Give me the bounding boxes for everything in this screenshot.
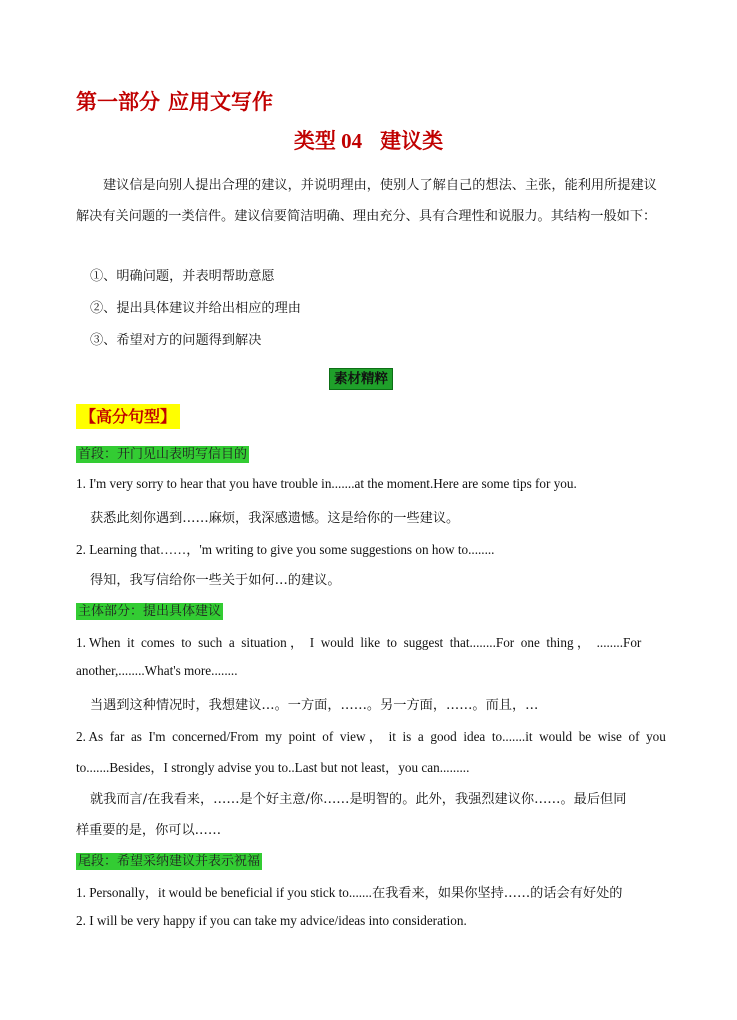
body-sentence-2-en-line1: 2. As far as I'm concerned/From my point of view ， it is a good idea to.......it would be wise of you: [76, 729, 666, 744]
body-sentence-1-en-line1: 1. When it comes to such a situation ， I would like to suggest that........For one thing ， ........For: [76, 635, 642, 650]
ending-sentence-2-en: 2. I will be very happy if you can take my advice/ideas into consideration.: [76, 913, 467, 928]
type-label: 类型 04: [293, 129, 363, 153]
intro-item-1: ①、明确问题，并表明帮助意愿: [90, 269, 275, 284]
ending-sentence-1-en: 1. Personally，it would be beneficial if you stick to.......: [76, 885, 372, 900]
ending-sentence-1: [76, 882, 623, 901]
first-sentence-2-en: 2. Learning that……，'m writing to give you some suggestions on how to........: [76, 542, 495, 557]
section-label-ending: 尾段：希望采纳建议并表示祝福: [78, 854, 261, 869]
first-sentence-1-zh: 获悉此刻你遇到……麻烦，我深感遗憾。这是给你的一些建议。: [90, 511, 460, 526]
section-label-body: 主体部分：提出具体建议: [78, 604, 222, 619]
intro-item-3: ③、希望对方的问题得到解决: [90, 333, 262, 348]
ending-sentence-1-zh: 在我看来，如果你坚持……的话会有好处的: [371, 886, 623, 901]
part-title-sub: 应用文写作: [168, 89, 273, 114]
body-sentence-2-zh-line1: 就我而言/在我看来，……是个好主意/你……是明智的。此外，我强烈建议你……。最后但同: [90, 792, 627, 807]
part-title-main: 第一部分: [76, 89, 160, 114]
intro-paragraph: 建议信是向别人提出合理的建议，并说明理由，使别人了解自己的想法、主张，能利用所提建议解决有关问题的一类信件。建议信要简洁明确、理由充分、具有合理性和说服力。其结构一般如下：: [76, 178, 657, 224]
high-score-badge: 【高分句型】: [76, 404, 180, 427]
body-sentence-2-en-line2: to.......Besides，I strongly advise you to..Last but not least，you can.........: [76, 760, 470, 775]
first-sentence-2-zh: 得知，我写信给你一些关于如何…的建议。: [90, 573, 341, 588]
part-title: [76, 86, 273, 116]
material-badge: 素材精粹: [329, 367, 393, 387]
section-label-first: 首段：开门见山表明写信目的: [78, 447, 248, 462]
body-sentence-1-zh: 当遇到这种情况时，我想建议…。一方面，……。另一方面，……。而且，…: [90, 698, 539, 713]
first-sentence-1-en: 1. I'm very sorry to hear that you have trouble in.......at the moment.Here are some tips for you.: [76, 476, 577, 491]
body-sentence-1-en-line2: another,........What's more........: [76, 663, 238, 678]
type-title: [0, 125, 737, 155]
body-sentence-2-zh-line2: 样重要的是，你可以……: [76, 823, 222, 838]
intro-item-2: ②、提出具体建议并给出相应的理由: [90, 301, 301, 316]
type-name: 建议类: [380, 128, 444, 153]
